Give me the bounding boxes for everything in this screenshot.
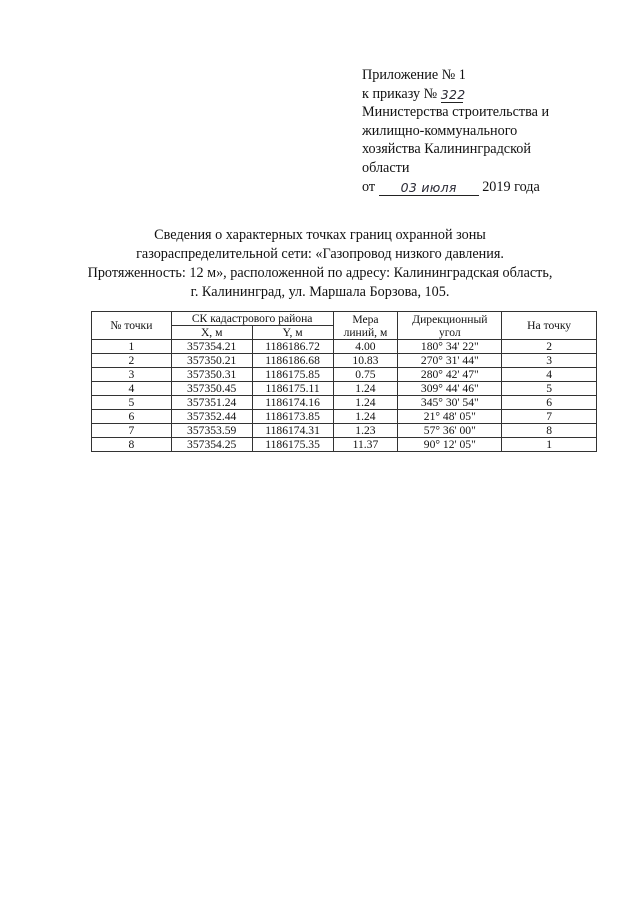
table-body xyxy=(92,340,597,452)
table-row xyxy=(92,340,597,354)
header-to-point: На точку xyxy=(502,312,597,340)
cell-y: 1186174.16 xyxy=(252,396,333,410)
ministry-line-2: жилищно-коммунального xyxy=(362,122,518,139)
cell-measure: 4.00 xyxy=(333,340,398,354)
header-point: № точки xyxy=(92,312,172,340)
cell-to-point: 4 xyxy=(502,368,597,382)
cell-x: 357354.25 xyxy=(171,438,252,452)
cell-y: 1186186.68 xyxy=(252,354,333,368)
heading-line-2: газораспределительной сети: «Газопровод низкого давления. xyxy=(136,246,504,262)
cell-measure: 1.24 xyxy=(333,382,398,396)
document-heading xyxy=(60,226,580,302)
date-prefix: от xyxy=(362,178,376,195)
cell-to-point: 6 xyxy=(502,396,597,410)
ministry-line-1: Министерства строительства и xyxy=(362,104,550,121)
appendix-block xyxy=(362,66,602,196)
cell-y: 1186186.72 xyxy=(252,340,333,354)
order-number-field xyxy=(440,87,466,103)
cell-measure: 0.75 xyxy=(333,368,398,382)
cell-point: 1 xyxy=(92,340,172,354)
coordinates-table xyxy=(91,311,597,452)
order-prefix: к приказу № xyxy=(362,85,438,102)
header-x: X, м xyxy=(171,326,252,340)
cell-angle: 309° 44' 46" xyxy=(398,382,502,396)
ministry-line-4: области xyxy=(362,159,410,176)
cell-to-point: 8 xyxy=(502,424,597,438)
cell-y: 1186173.85 xyxy=(252,410,333,424)
cell-to-point: 5 xyxy=(502,382,597,396)
cell-point: 8 xyxy=(92,438,172,452)
header-measure xyxy=(333,312,398,340)
cell-to-point: 7 xyxy=(502,410,597,424)
cell-angle: 180° 34' 22" xyxy=(398,340,502,354)
header-angle-line-2: угол xyxy=(438,325,461,339)
cell-x: 357350.31 xyxy=(171,368,252,382)
cell-x: 357354.21 xyxy=(171,340,252,354)
cell-x: 357350.21 xyxy=(171,354,252,368)
header-measure-line-2: линий, м xyxy=(343,325,388,339)
table-row xyxy=(92,438,597,452)
order-date xyxy=(362,178,602,197)
order-number: 322 xyxy=(440,87,466,103)
appendix-title: Приложение № 1 xyxy=(362,67,466,83)
cell-point: 4 xyxy=(92,382,172,396)
ministry-line-3: хозяйства Калининградской xyxy=(362,141,531,158)
cell-point: 6 xyxy=(92,410,172,424)
cell-x: 357351.24 xyxy=(171,396,252,410)
cell-measure: 1.23 xyxy=(333,424,398,438)
cell-angle: 280° 42' 47" xyxy=(398,368,502,382)
order-reference xyxy=(362,85,602,104)
date-field xyxy=(379,180,479,196)
cell-x: 357352.44 xyxy=(171,410,252,424)
cell-measure: 11.37 xyxy=(333,438,398,452)
cell-point: 2 xyxy=(92,354,172,368)
table-row xyxy=(92,396,597,410)
cell-to-point: 2 xyxy=(502,340,597,354)
header-measure-line-1: Мера xyxy=(352,312,379,326)
table-header-row xyxy=(92,312,597,326)
header-y: Y, м xyxy=(252,326,333,340)
date-handwritten: 03 июля xyxy=(400,180,457,196)
table-row xyxy=(92,382,597,396)
cell-to-point: 3 xyxy=(502,354,597,368)
cell-measure: 1.24 xyxy=(333,396,398,410)
heading-line-3: Протяженность: 12 м», расположенной по адресу: Калининградская область, xyxy=(87,265,553,281)
table-row xyxy=(92,368,597,382)
table-row xyxy=(92,410,597,424)
cell-angle: 21° 48' 05" xyxy=(398,410,502,424)
cell-x: 357350.45 xyxy=(171,382,252,396)
cell-measure: 1.24 xyxy=(333,410,398,424)
cell-y: 1186175.85 xyxy=(252,368,333,382)
header-angle-line-1: Дирекционный xyxy=(412,312,488,326)
date-year: 2019 года xyxy=(482,178,540,195)
cell-y: 1186174.31 xyxy=(252,424,333,438)
cell-to-point: 1 xyxy=(502,438,597,452)
table-row xyxy=(92,424,597,438)
cell-angle: 57° 36' 00" xyxy=(398,424,502,438)
cell-angle: 90° 12' 05" xyxy=(398,438,502,452)
cell-point: 7 xyxy=(92,424,172,438)
table-row xyxy=(92,354,597,368)
cell-angle: 345° 30' 54" xyxy=(398,396,502,410)
cell-x: 357353.59 xyxy=(171,424,252,438)
header-angle xyxy=(398,312,502,340)
header-sk-group: СК кадастрового района xyxy=(171,312,333,326)
cell-y: 1186175.35 xyxy=(252,438,333,452)
cell-point: 3 xyxy=(92,368,172,382)
cell-angle: 270° 31' 44" xyxy=(398,354,502,368)
heading-line-1: Сведения о характерных точках границ охранной зоны xyxy=(154,227,486,243)
cell-y: 1186175.11 xyxy=(252,382,333,396)
cell-measure: 10.83 xyxy=(333,354,398,368)
cell-point: 5 xyxy=(92,396,172,410)
heading-line-4: г. Калининград, ул. Маршала Борзова, 105. xyxy=(190,284,450,300)
